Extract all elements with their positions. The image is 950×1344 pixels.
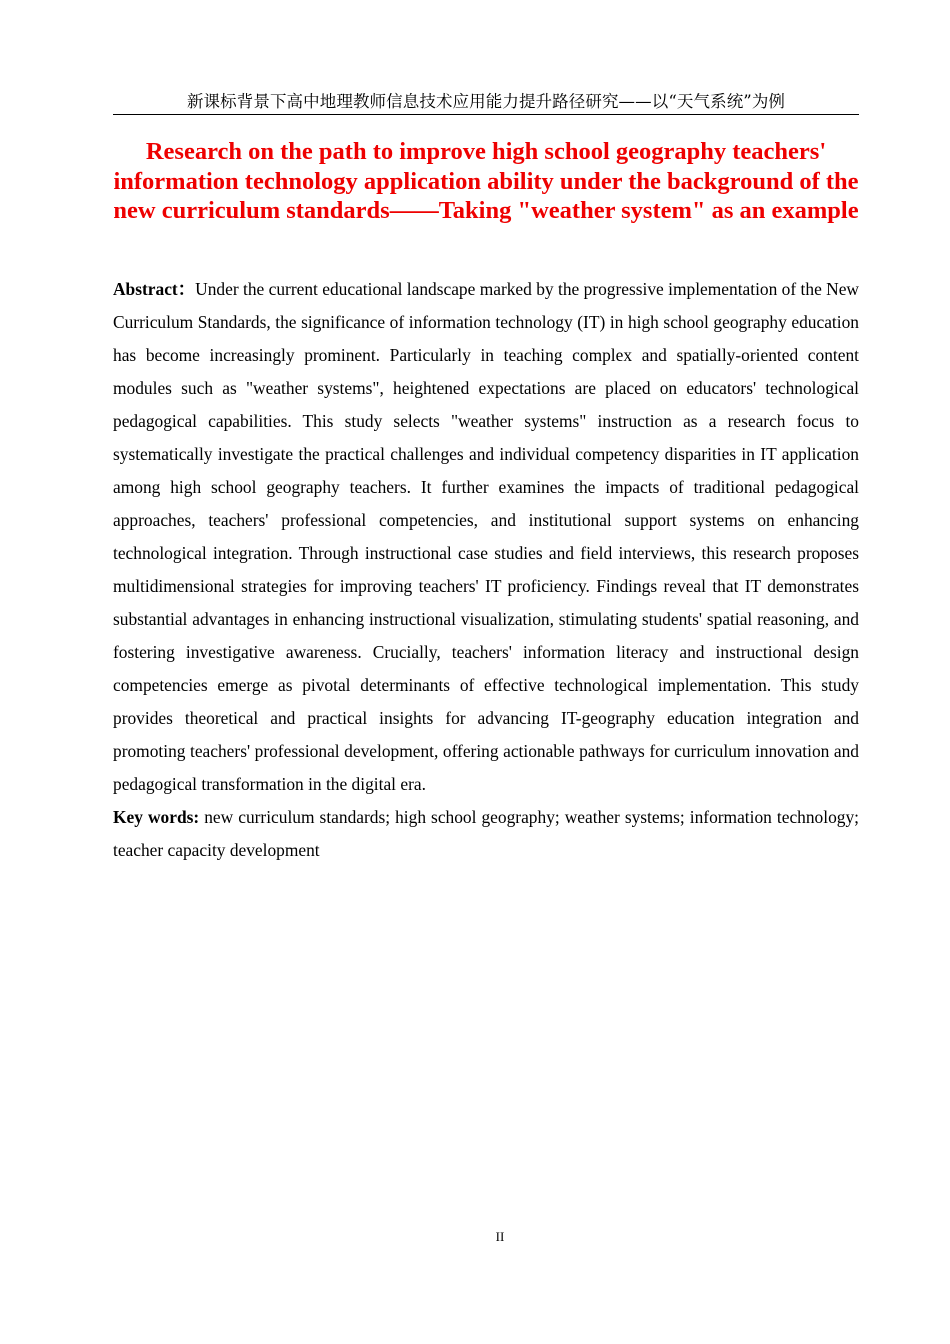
keywords-text: new curriculum standards; high school geography; weather systems; information technology; teacher capacity development [113,807,859,860]
abstract-text: Under the current educational landscape marked by the progressive implementation of the New Curriculum Standards, the significance of information technology (IT) in high school geography education has become increasingly prominent. Particularly in teaching complex and spatially-oriented content modules such as "weather systems", heightened expectations are placed on educators' technological pedagogical capabilities. This study selects "weather systems" instruction as a research focus to systematically investigate the practical challenges and individual competency disparities in IT application among high school geography teachers. It further examines the impacts of traditional pedagogical approaches, teachers' professional competencies, and institutional support systems on enhancing technological integration. Through instructional case studies and field interviews, this research proposes multidimensional strategies for improving teachers' IT proficiency. Findings reveal that IT demonstrates substantial advantages in enhancing instructional visualization, stimulating students' spatial reasoning, and fostering investigative awareness. Crucially, teachers' information literacy and instructional design competencies emerge as pivotal determinants of effective technological implementation. This study provides theoretical and practical insights for advancing IT-geography education integration and promoting teachers' professional development, offering actionable pathways for curriculum innovation and pedagogical transformation in the digital era. [113,279,859,794]
abstract-paragraph [113,273,859,801]
running-header: 新课标背景下高中地理教师信息技术应用能力提升路径研究——以“天气系统”为例 [113,90,859,115]
abstract-label: Abstract： [113,279,196,299]
paper-title: Research on the path to improve high school geography teachers' information technology application ability under the background of the new curriculum standards——Taking "weather system" as an example [113,138,859,224]
page-number: II [495,1229,505,1244]
abstract-section [113,273,859,867]
keywords-label: Key words: [113,807,200,827]
keywords-paragraph [113,801,859,867]
